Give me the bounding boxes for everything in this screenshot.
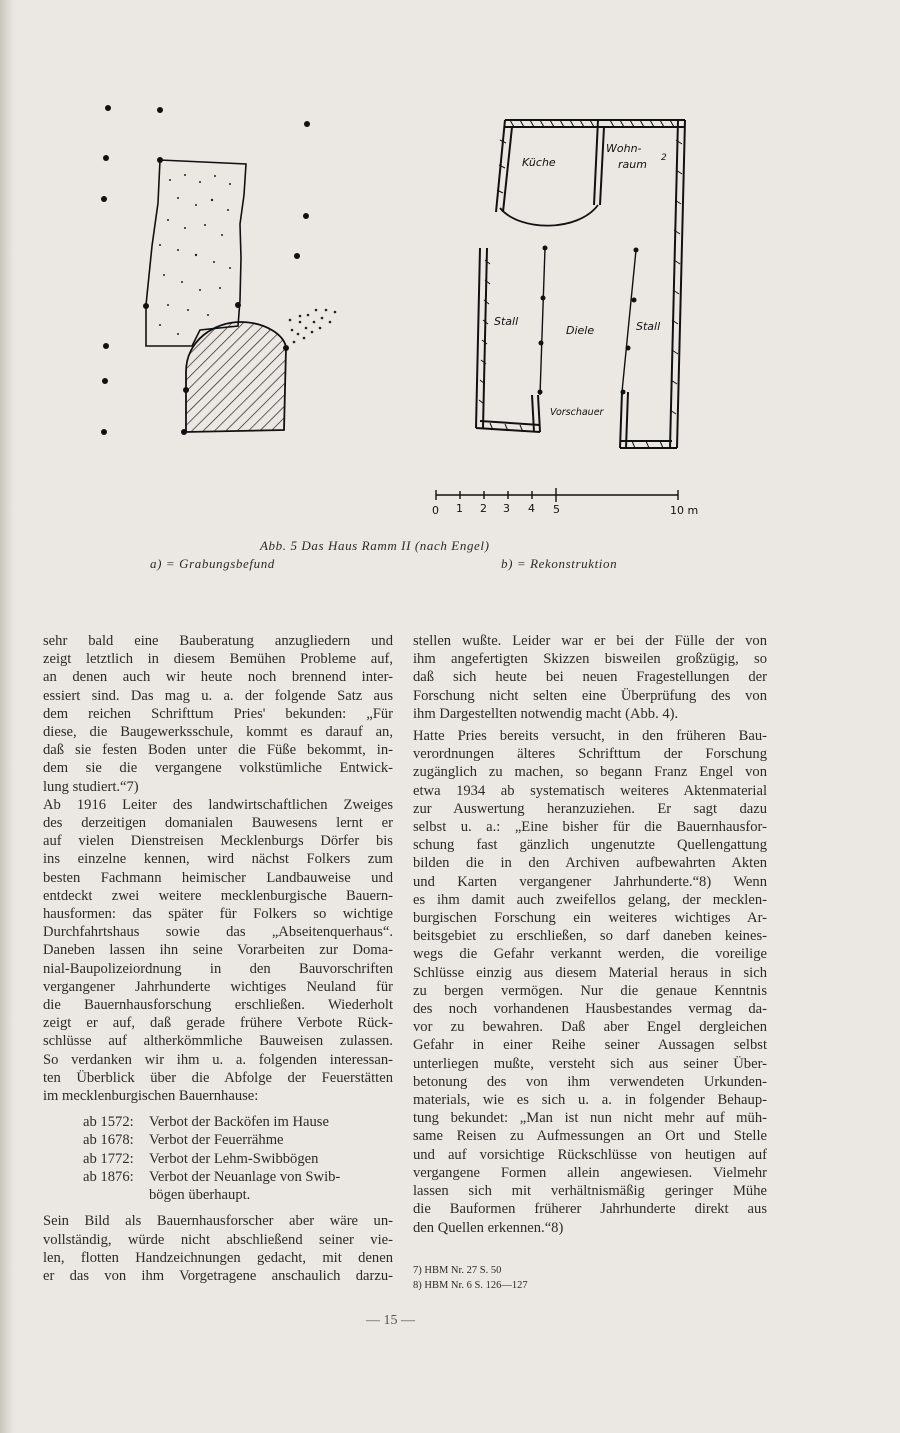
text-line: Daneben lassen ihn seine Vorarbeiten zur Doma- [43,942,393,959]
text-line: zeigt letztlich in diesem Bemühen Probleme auf, [43,651,393,668]
text-line: ten Überblick über die Abfolge der Feuerstätten [43,1069,393,1086]
label-kueche: Küche [522,156,556,169]
right-column [413,632,767,1293]
scale-bar [432,488,698,517]
label-wohnraum: Wohn- [606,142,642,155]
text-line: Durchfahrtshaus sowie das „Abseitenquerhaus“. [43,924,393,941]
text-line: wegs die Gefahr verkannt werden, die voreilige [413,946,767,963]
figure-caption-b: b) = Rekonstruktion [501,556,618,571]
label-wohnraum-2: raum [618,158,647,171]
text-line: vor zu bewahren. Daß aber Engel dergleichen [413,1019,767,1036]
text-line: nial-Baupolizeiordnung in den Bauvorschriften [43,960,393,977]
date-list [83,1113,393,1204]
text-line: lassen sich mit verhältnismäßig geringer Mühe [413,1183,767,1200]
text-line: sehr bald eine Bauberatung anzugliedern und [43,633,393,649]
text-line: Schlüsse einzig aus diesem Material heraus in sich [413,964,767,981]
label-stall-left: Stall [494,315,519,328]
date-row [83,1150,393,1168]
text-line: Hatte Pries bereits versucht, in den früheren Bau- [413,728,767,745]
text-line: etwa 1934 ab systematisch weiteres Aktenmaterial [413,782,767,799]
date-text: Verbot der Backöfen im Hause [149,1114,329,1131]
text-line: er das von ihm Vorgetragene anschaulich darzu- [43,1267,393,1284]
paragraph [413,632,767,723]
text-line: im mecklenburgischen Bauernhause: [43,1088,259,1105]
label-vorschauer: Vorschauer [550,407,604,418]
text-line: Gefahr in einer Reihe seiner Aussagen selbst [413,1037,767,1054]
label-diele: Diele [566,324,595,337]
text-line: ihm Dargestellten notwendig macht (Abb. 4). [413,705,679,722]
text-line: die Bauformen früherer Jahrhunderte direkt aus [413,1201,767,1218]
text-line: und auf vorsichtige Rückschlüsse von heutigen auf [413,1146,767,1163]
text-line: tung bekundet: „Man ist nun nicht mehr auf müh- [413,1110,767,1127]
left-column [43,632,393,1285]
date-year: ab 1572: [83,1114,134,1131]
label-wohnraum-superscript: 2 [661,153,667,163]
date-year: ab 1678: [83,1132,134,1149]
text-line: ins einzelne kennen, wird nächst Folkers zum [43,851,393,868]
reconstruction-plan [476,120,685,448]
label-stall-right: Stall [636,320,661,333]
text-line: schlüsse auf altherkömmliche Bauweisen zulassen. [43,1033,393,1050]
text-line: vergangene Formen allein angewiesen. Vielmehr [413,1164,767,1181]
figure-caption-a: a) = Grabungsbefund [150,556,275,571]
text-line: essiert sind. Das mag u. a. der folgende Satz aus [43,687,393,704]
scale-tick-5: 5 [553,503,560,516]
scale-tick-10m: 10 m [670,504,699,517]
date-text: bögen überhaupt. [149,1187,251,1204]
date-text: Verbot der Feuerrähme [149,1132,284,1149]
scale-tick-2: 2 [480,502,487,515]
page-number: — 15 — [366,1313,415,1328]
text-line: unterliegen mußte, versteht sich aus seiner Über- [413,1055,767,1072]
text-line: des noch vorhandenen Hausbestandes vermag da- [413,1001,767,1018]
date-row [83,1186,393,1204]
text-line: hausformen: das später für Folkers so wichtige [43,906,393,923]
text-line: betonung des von ihm verwendeten Urkunden- [413,1073,767,1090]
text-line: bilden die in den Archiven aufbewahrten Akten [413,855,767,872]
text-line: stellen wußte. Leider war er bei der Fülle der von [413,633,767,649]
text-line: ihm angefertigten Skizzen bisweilen großzügig, so [413,651,767,668]
figure-drawing [0,0,900,590]
text-line: vollständig, würde nicht abschließend seiner vie- [43,1231,393,1248]
text-line: vergangener Jahrhunderte wichtiges Neuland für [43,978,393,995]
paragraph [43,632,393,796]
text-line: und Karten vergangener Jahrhunderte.“8) Wenn [413,873,767,890]
text-line: selbst u. a.: „Eine bisher für die Bauernhausfor- [413,819,767,836]
text-line: same Reisen zu Aufmessungen an Ort und Stelle [413,1128,767,1145]
text-line: auf vielen Dienstreisen Mecklenburgs Dörfer bis [43,833,393,850]
paragraph [413,727,767,1237]
date-row [83,1168,393,1186]
text-line: Forschung nicht selten eine Überprüfung des von [413,687,767,704]
footnotes [413,1263,767,1293]
text-line: burgischen Forschung ein weiteres wichtiges Ar- [413,910,767,927]
date-text: Verbot der Lehm-Swibbögen [149,1150,319,1167]
text-line: beitsgebiet zu erschließen, so darf daneben keines- [413,928,767,945]
text-line: len, flotten Handzeichnungen gedacht, mit denen [43,1249,393,1266]
text-line: besten Fachmann heimischer Landbauweise und [43,869,393,886]
text-line: daß sich heute bei neuen Fragestellungen der [413,669,767,686]
text-line: zeigt er auf, daß gerade frühere Verbote Rück- [43,1015,393,1032]
text-line: diese, die Baugewerksschule, kommt es darauf an, [43,724,393,741]
date-year [83,1186,149,1204]
scale-tick-0: 0 [432,504,439,517]
text-line: zugänglich zu machen, so begann Franz Engel von [413,764,767,781]
excavation-plan [101,105,336,435]
text-line: dem reichen Schrifttum Pries' bekunden: „Für [43,705,393,722]
text-line: Sein Bild als Bauernhausforscher aber wäre un- [43,1213,393,1230]
text-line: materials, wie es sich u. a. in folgender Behaup- [413,1092,767,1109]
text-line: zu bergen vermögen. Nur die genaue Kenntnis [413,982,767,999]
footnote: 7) HBM Nr. 27 S. 50 [413,1264,502,1276]
date-row [83,1131,393,1149]
scale-tick-1: 1 [456,502,463,515]
figure-caption-title: Abb. 5 Das Haus Ramm II (nach Engel) [260,538,490,553]
figure-house-plans [0,0,900,590]
text-line: es ihm damit auch zweifellos gelang, der mecklen- [413,891,767,908]
paragraph [43,1212,393,1285]
text-line: So verdanken wir ihm u. a. folgenden interessan- [43,1051,393,1068]
text-line: entdeckt zwei weitere mecklenburgische Bauern- [43,887,393,904]
text-line: daß sie festen Boden unter die Füße bekommt, in- [43,742,393,759]
date-year: ab 1876: [83,1168,134,1185]
text-line: den Quellen erkennen.“8) [413,1219,564,1236]
text-line: die Bauernhausforschung erschließen. Wiederholt [43,997,393,1014]
text-line: an denen auch wir heute noch brennend inter- [43,669,393,686]
text-line: des derzeitigen domanialen Bauwesens lernt er [43,815,393,832]
date-text: Verbot der Neuanlage von Swib- [149,1168,341,1185]
date-year: ab 1772: [83,1150,134,1167]
text-line: Ab 1916 Leiter des landwirtschaftlichen Zweiges [43,796,393,813]
text-line: verordnungen älteres Schrifttum der Forschung [413,746,767,763]
scale-tick-3: 3 [503,502,510,515]
date-row [83,1113,393,1131]
scale-tick-4: 4 [528,502,535,515]
paragraph [43,796,393,1105]
text-line: lung studiert.“7) [43,778,139,795]
footnote: 8) HBM Nr. 6 S. 126—127 [413,1279,528,1291]
text-line: dem sie die vergangene volkstümliche Entwick- [43,760,393,777]
text-line: zur Auswertung heranzuziehen. Er sagt dazu [413,800,767,817]
text-line: schung fast gänzlich ungenutzte Quellengattung [413,837,767,854]
